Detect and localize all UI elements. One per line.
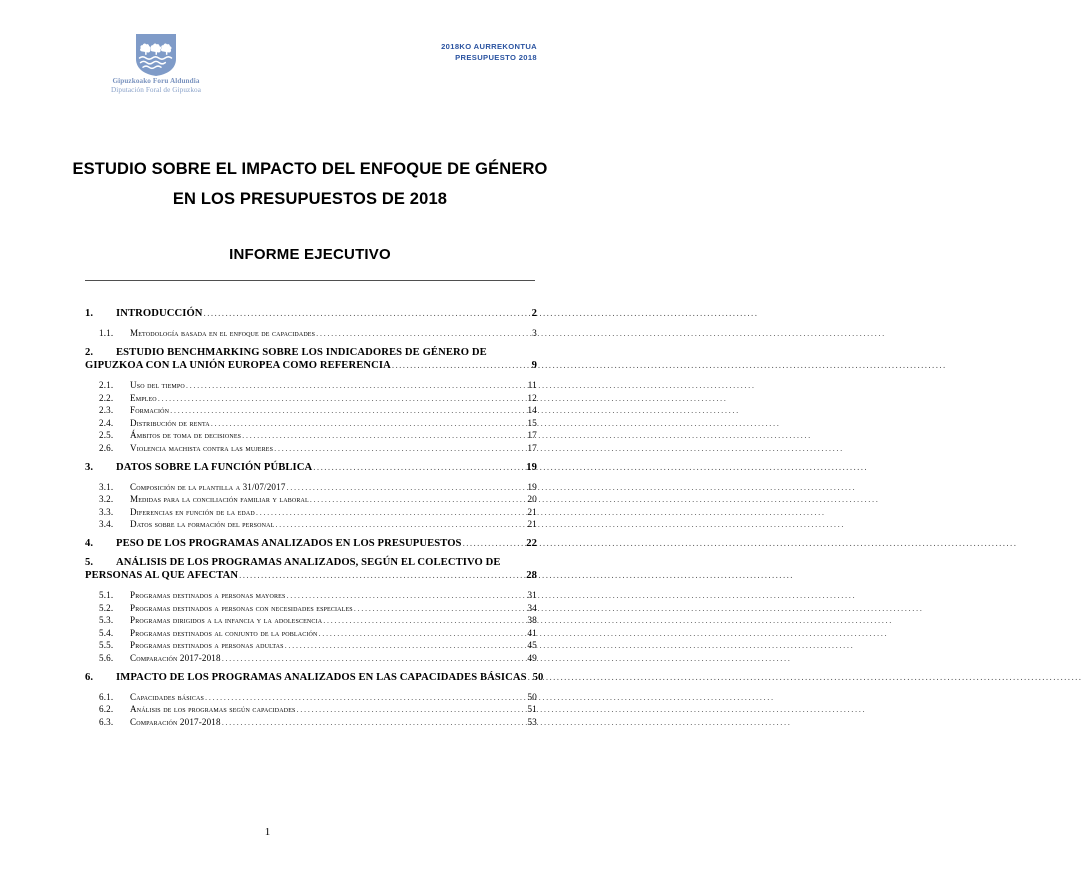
toc-entry-26[interactable] [85,443,537,454]
toc-entry-page: 15 [527,418,537,429]
toc-entry-page: 19 [527,482,537,493]
toc-entry-11[interactable] [85,328,537,339]
toc-leader-dots [285,640,527,650]
toc-leader-dots [205,692,526,702]
toc-entry-5[interactable] [85,557,537,581]
toc-entry-24[interactable] [85,418,537,429]
toc-entry-page: 21 [527,507,537,518]
toc-entry-2[interactable] [85,347,537,371]
toc-leader-dots [170,405,526,415]
toc-leader-dots [204,308,531,318]
toc-entry-page: 22 [526,538,537,549]
toc-leader-dots [297,704,527,714]
toc-entry-page: 28 [526,570,537,581]
toc-entry-page: 34 [527,603,537,614]
toc-entry-23[interactable] [85,405,537,416]
toc-entry-number: 5.3. [99,615,114,625]
toc-entry-21[interactable] [85,380,537,391]
toc-entry-32[interactable] [85,494,537,505]
toc-leader-dots [287,482,527,492]
toc-leader-dots [256,507,526,517]
toc-leader-dots [354,603,527,613]
toc-entry-title: Metodología basada en el enfoque de capacidades [130,328,316,338]
toc-entry-number: 6.2. [99,704,114,714]
toc-entry-page: 50 [532,671,544,683]
document-title-line1: ESTUDIO SOBRE EL IMPACTO DEL ENFOQUE DE GÉNERO [72,160,548,178]
toc-entry-number: 5.4. [99,627,114,638]
document-subtitle: INFORME EJECUTIVO [229,246,391,263]
toc-entry-title: Empleo [130,392,157,403]
toc-entry-number: 5.5. [99,640,114,650]
toc-entry-title: Análisis de los programas según capacidades [130,704,296,714]
toc-entry-1[interactable] [85,308,537,319]
toc-entry-title: PESO DE LOS PROGRAMAS ANALIZADOS EN LOS PRESUPUESTOS [116,538,462,549]
toc-entry-title: ANÁLISIS DE LOS PROGRAMAS ANALIZADOS, SEGÚN EL COLECTIVO DE [116,557,501,568]
toc-entry-4[interactable] [85,538,537,549]
toc-entry-title: Comparación 2017-2018 [130,652,221,663]
toc-entry-63[interactable] [85,717,537,728]
toc-entry-number: 2. [85,347,94,358]
toc-entry-page: 49 [527,653,537,664]
toc-entry-number: 2.6. [99,442,114,453]
toc-entry-page: 19 [526,461,537,473]
toc-entry-3[interactable] [85,462,537,473]
toc-entry-54[interactable] [85,628,537,639]
toc-entry-title: INTRODUCCIÓN [116,308,203,319]
toc-entry-number: 3.2. [99,494,114,504]
toc-entry-page: 31 [527,591,537,601]
toc-entry-51[interactable] [85,590,537,601]
toc-entry-title: Programas dirigidos a la infancia y la adolescencia [130,615,323,625]
toc-leader-dots [528,672,532,682]
toc-entry-number: 5.1. [99,590,114,600]
toc-entry-title: Programas destinados a personas adultas [130,640,284,650]
toc-entry-title: Composición de la plantilla a 31/07/2017 [130,481,286,492]
toc-entry-53[interactable] [85,615,537,626]
toc-entry-55[interactable] [85,640,537,651]
toc-entry-33[interactable] [85,507,537,518]
table-of-contents [85,300,544,728]
toc-entry-page: 50 [527,692,537,703]
toc-entry-title: Programas destinados a personas mayores [130,590,286,600]
toc-entry-62[interactable] [85,704,537,715]
title-divider [85,280,535,281]
toc-entry-number: 2.5. [99,430,114,440]
toc-entry-page: 21 [527,520,537,530]
toc-entry-56[interactable] [85,653,537,664]
toc-entry-title: ESTUDIO BENCHMARKING SOBRE LOS INDICADORES DE GÉNERO DE [116,347,487,358]
toc-entry-number: 3. [85,461,94,473]
toc-entry-page: 3 [532,329,537,339]
toc-entry-number: 6. [85,671,94,683]
toc-leader-dots [310,494,527,504]
toc-entry-61[interactable] [85,692,537,703]
toc-entry-title: Ámbitos de toma de decisiones [130,430,242,440]
toc-entry-number: 6.3. [99,716,114,727]
toc-entry-page: 9 [531,360,537,371]
document-title [60,154,560,214]
toc-entry-25[interactable] [85,430,537,441]
toc-leader-dots [242,430,526,440]
toc-leader-dots [463,538,526,548]
toc-entry-number: 1.1. [99,328,114,338]
toc-entry-number: 5. [85,557,94,568]
toc-entry-page: 17 [527,443,537,454]
logo-name-spanish: Diputación Foral de Gipuzkoa [110,86,202,94]
header-budget-label [441,41,537,63]
toc-leader-dots [274,443,526,453]
toc-leader-dots [275,519,526,529]
toc-leader-dots [186,380,527,390]
gipuzkoa-shield-icon [135,33,177,77]
toc-entry-title: Formación [130,405,170,415]
toc-leader-dots [239,570,525,580]
toc-entry-6[interactable] [85,671,544,683]
toc-entry-number: 3.1. [99,481,114,492]
toc-entry-page: 2 [531,308,537,319]
toc-entry-page: 51 [527,705,537,715]
toc-entry-page: 17 [527,431,537,441]
toc-leader-dots [392,360,531,370]
toc-leader-dots [222,653,527,663]
toc-entry-title: Capacidades básicas [130,691,204,702]
document-title-line2: EN LOS PRESUPUESTOS DE 2018 [172,190,448,208]
institution-logo [96,33,216,96]
toc-entry-number: 2.4. [99,417,114,428]
toc-entry-31[interactable] [85,482,537,493]
toc-entry-page: 12 [527,393,537,404]
toc-entry-page: 41 [527,628,537,639]
toc-entry-number: 2.2. [99,392,114,403]
header-budget-basque: 2018KO AURREKONTUA [441,42,537,51]
toc-entry-number: 3.3. [99,506,114,517]
page-number: 1 [264,826,271,838]
toc-entry-title: Comparación 2017-2018 [130,716,221,727]
header-budget-spanish: PRESUPUESTO 2018 [455,53,537,62]
toc-leader-dots [158,393,527,403]
toc-entry-title: IMPACTO DE LOS PROGRAMAS ANALIZADOS EN LAS CAPACIDADES BÁSICAS [116,671,527,683]
toc-entry-number: 5.6. [99,652,114,663]
toc-entry-number: 3.4. [99,519,114,529]
toc-leader-dots [313,462,525,472]
toc-entry-page: 11 [527,381,537,391]
toc-entry-title: Programas destinados al conjunto de la población [130,627,318,638]
toc-entry-52[interactable] [85,603,537,614]
page-header [0,33,619,108]
toc-entry-number: 5.2. [99,602,114,613]
toc-leader-dots [222,717,527,727]
toc-entry-title-line2: GIPUZKOA CON LA UNIÓN EUROPEA COMO REFERENCIA [85,360,391,371]
toc-entry-page: 45 [527,641,537,651]
toc-entry-title: Medidas para la conciliación familiar y laboral [130,494,309,504]
toc-entry-title: Diferencias en función de la edad [130,506,255,517]
toc-entry-34[interactable] [85,519,537,530]
toc-entry-title: Programas destinados a personas con necesidades especiales [130,602,353,613]
toc-entry-title: Datos sobre la formación del personal [130,519,275,529]
toc-entry-page: 53 [527,717,537,728]
toc-entry-number: 2.1. [99,380,114,390]
toc-entry-title: Distribución de renta [130,417,210,428]
toc-leader-dots [318,628,526,638]
toc-entry-page: 38 [527,616,537,626]
toc-leader-dots [316,328,531,338]
toc-leader-dots [323,615,526,625]
toc-entry-page: 20 [527,495,537,505]
logo-name-basque: Gipuzkoako Foru Aldundia [112,77,200,85]
toc-entry-title: Violencia machista contra las mujeres [130,442,274,453]
toc-entry-number: 6.1. [99,691,114,702]
toc-leader-dots [211,418,527,428]
toc-entry-number: 1. [85,308,94,319]
toc-entry-page: 14 [527,406,537,416]
toc-entry-number: 2.3. [99,405,114,415]
toc-entry-title-line2: PERSONAS AL QUE AFECTAN [85,570,239,581]
toc-entry-title: Uso del tiempo [130,380,185,390]
toc-entry-title: DATOS SOBRE LA FUNCIÓN PÚBLICA [116,461,313,473]
toc-entry-22[interactable] [85,393,537,404]
toc-leader-dots [286,590,526,600]
toc-entry-number: 4. [85,538,94,549]
